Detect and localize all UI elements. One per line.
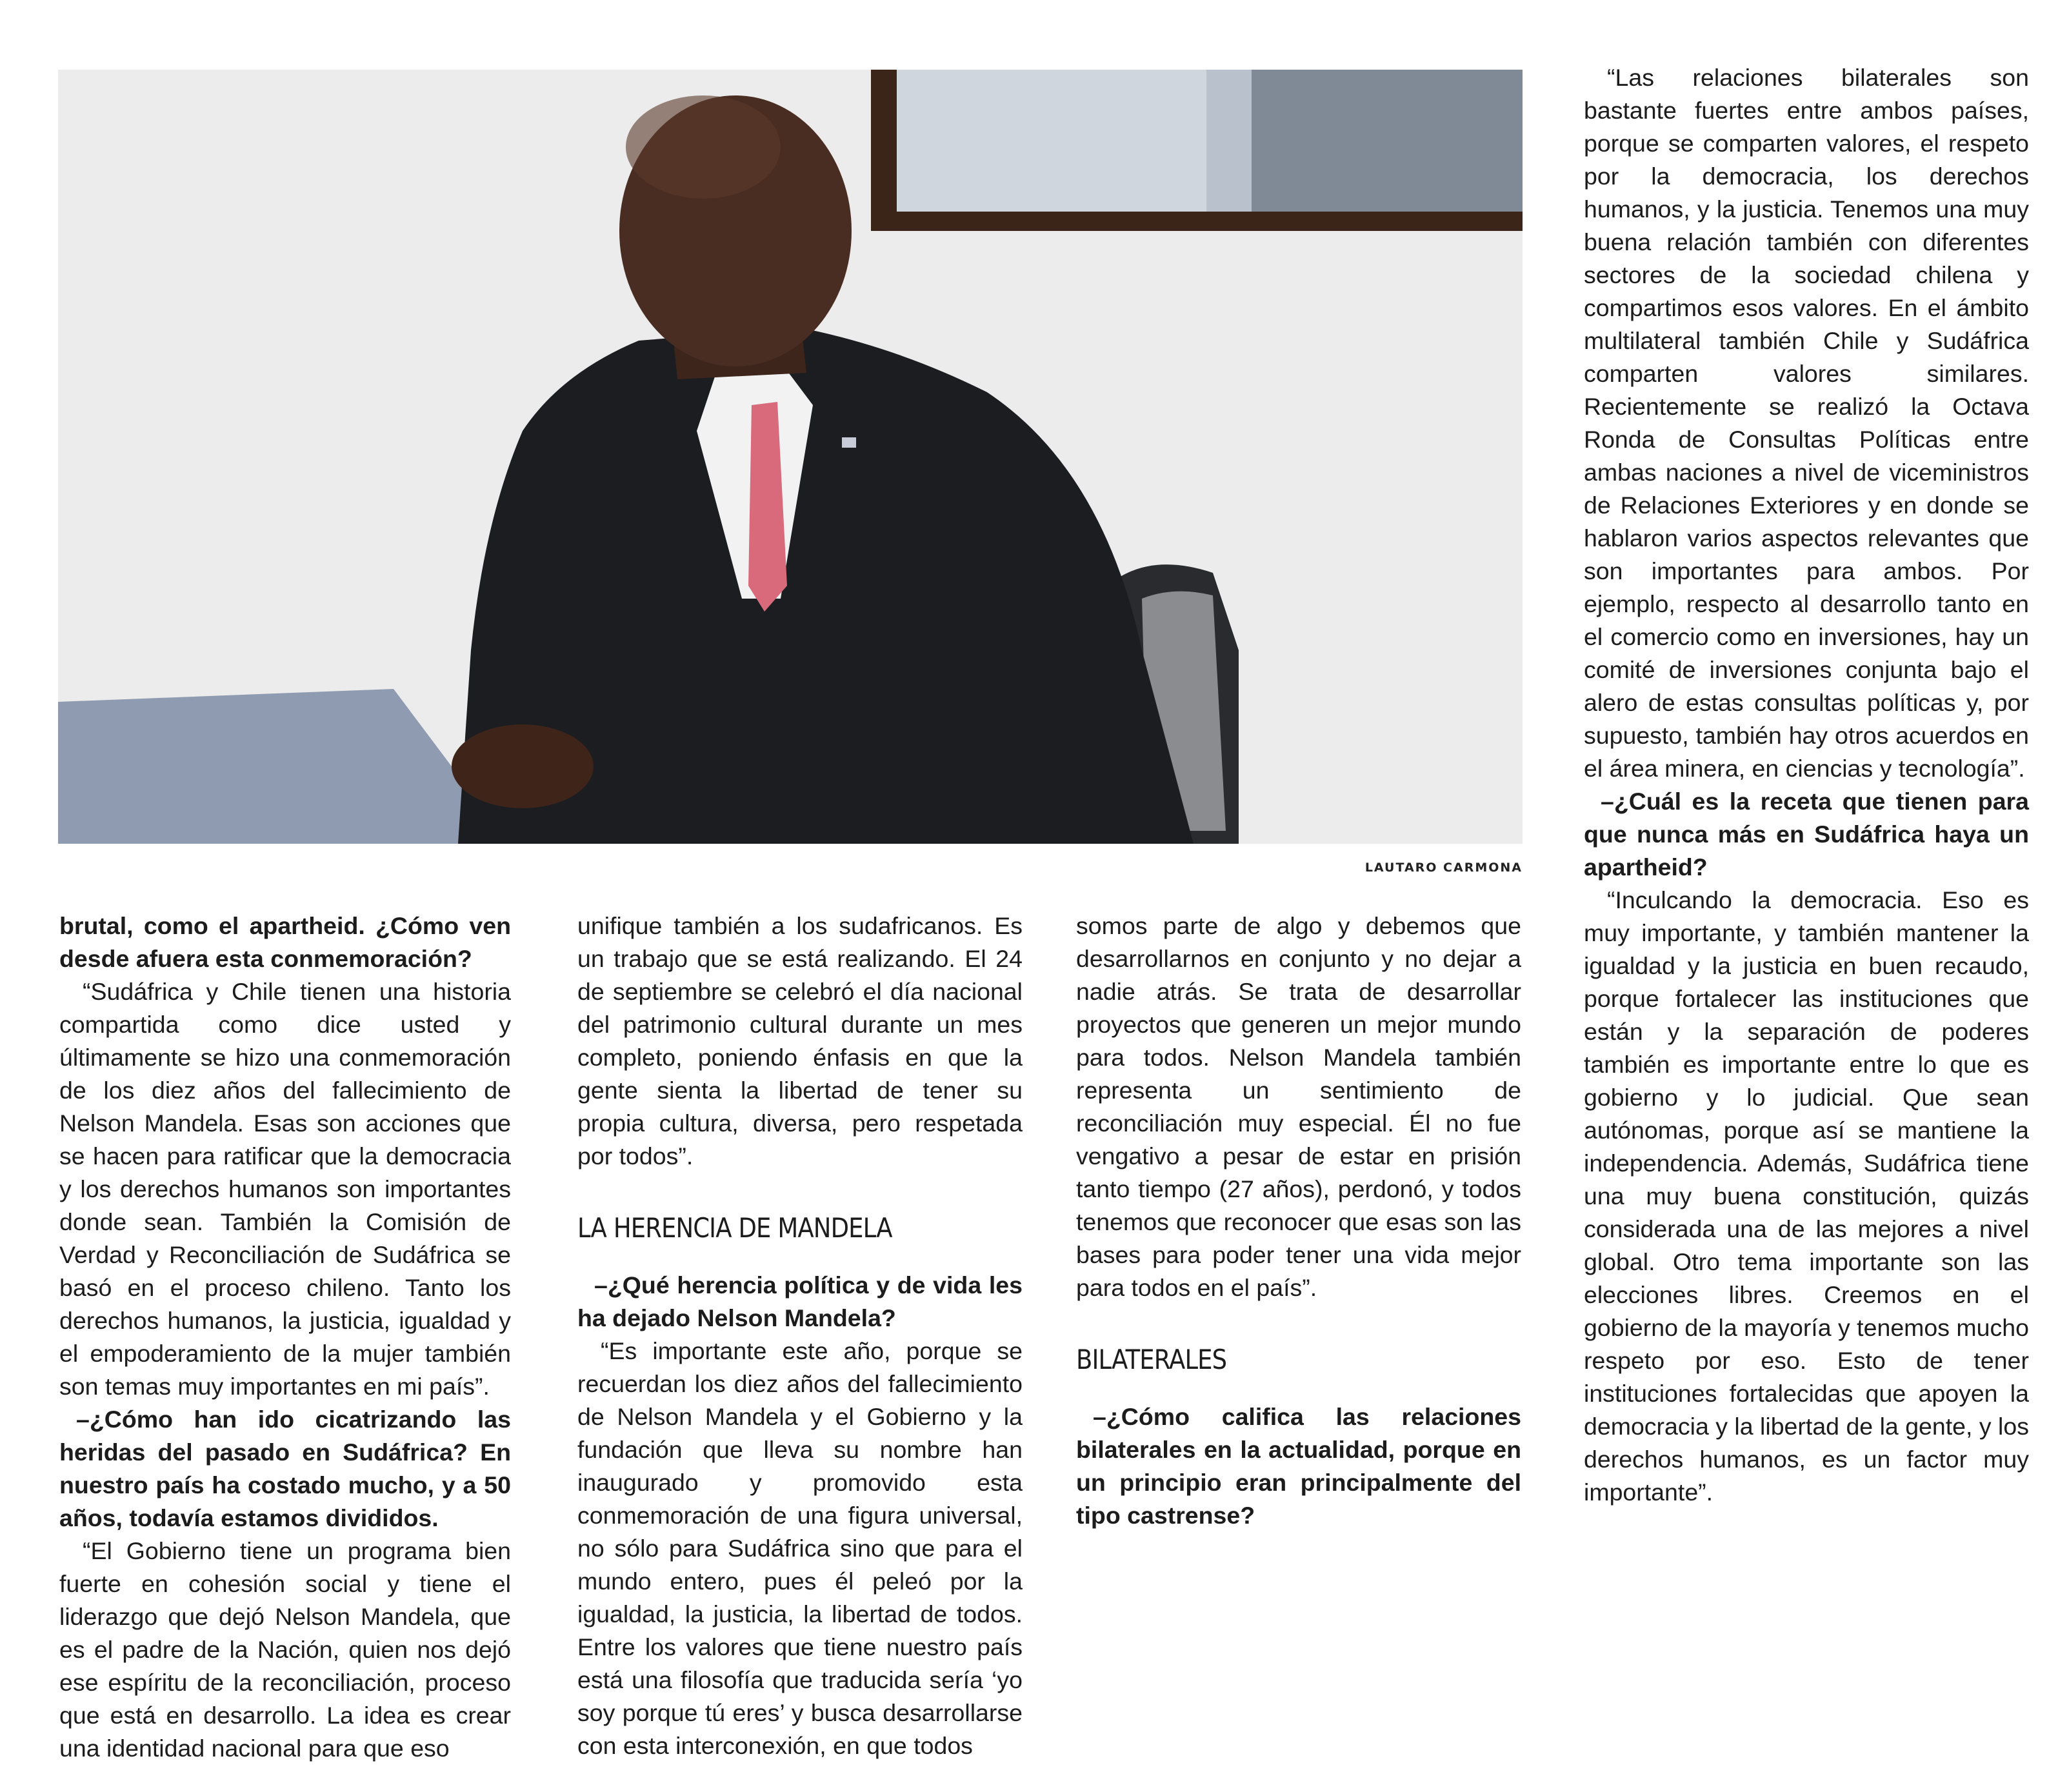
question: –¿Qué herencia política y de vida les ha dejado Nelson Mandela? <box>577 1271 1023 1331</box>
answer-paragraph: “Inculcando la democracia. Eso es muy importante, y también mantener la igualdad y la justicia en buen recaudo, porque fortalecer las instituciones que están y la separación de poderes también es importante entre lo que es gobierno y lo judicial. Que sean autónomas, porque así se mantiene la independencia. Además, Sudáfrica tiene una muy buena constitución, quizás considerada una de las mejores a nivel global. Otro tema importante son las elecciones libres. Creemos en el gobierno de la mayoría y tenemos mucho respeto por eso. Esto de tener instituciones fortalecidas que apoyen la democracia y la libertad de la gente, y los derechos humanos, es un factor muy importante”. <box>1584 886 2029 1506</box>
column-4 <box>1584 61 2029 1509</box>
answer-paragraph: “El Gobierno tiene un programa bien fuerte en cohesión social y tiene el liderazgo que dejó Nelson Mandela, que es el padre de la Nación, quien nos dejó ese espíritu de la reconciliación, proceso que está en desarrollo. La idea es crear una identidad nacional para que eso <box>59 1537 511 1762</box>
answer-paragraph: “Las relaciones bilaterales son bastante fuertes entre ambos países, porque se comparten valores, el respeto por la democracia, los derechos humanos, y la justicia. Tenemos una muy buena relación también con diferentes sectores de la sociedad chilena y compartimos esos valores. En el ámbito multilateral también Chile y Sudáfrica comparten valores similares. Recientemente se realizó la Octava Ronda de Consultas Políticas entre ambas naciones a nivel de viceministros de Relaciones Exteriores y en donde se hablaron varios aspectos relevantes que son importantes para ambos. Por ejemplo, respecto al desarrollo tanto en el comercio como en inversiones, hay un comité de inversiones conjunta bajo el alero de estas consultas políticas y, por supuesto, también hay otros acuerdos en el área minera, en ciencias y tecnología”. <box>1584 64 2029 782</box>
portrait-photo <box>58 70 1523 844</box>
lapel-pin <box>842 437 856 448</box>
column-1 <box>59 910 511 1765</box>
answer-paragraph: “Sudáfrica y Chile tienen una historia compartida como dice usted y últimamente se hizo una conmemoración de los diez años del fallecimiento de Nelson Mandela. Esas son acciones que se hacen para ratificar que la democracia y los derechos humanos son importantes donde sean. También la Comisión de Verdad y Reconciliación de Sudáfrica se basó en el proceso chileno. Tanto los derechos humanos, la justicia, igualdad y el empoderamiento de la mujer también son temas muy importantes en mi país”. <box>59 978 511 1400</box>
answer-paragraph-continued: somos parte de algo y debemos que desarrollarnos en conjunto y no dejar a nadie atrás. Se trata de desarrollar proyectos que generen un mejor mundo para todos. Nelson Mandela también representa un sentimiento de reconciliación muy especial. Él no fue vengativo a pesar de estar en prisión tanto tiempo (27 años), perdonó, y todos tenemos que reconocer que esas son las bases para poder tener una vida mejor para todos en el país”. <box>1076 912 1521 1301</box>
clasped-hands <box>452 724 594 808</box>
photo-credit: LAUTARO CARMONA <box>1364 861 1523 875</box>
question: –¿Cómo califica las relaciones bilaterales en la actualidad, porque en un principio eran principalmente del tipo castrense? <box>1076 1403 1521 1529</box>
column-2 <box>577 910 1023 1762</box>
question-continued: brutal, como el apartheid. ¿Cómo ven desde afuera esta conmemoración? <box>59 912 511 972</box>
column-3 <box>1076 910 1521 1532</box>
portrait-illustration <box>58 70 1523 844</box>
answer-paragraph-continued: unifique también a los sudafricanos. Es un trabajo que se está realizando. El 24 de septiembre se celebró el día nacional del patrimonio cultural durante un mes completo, poniendo énfasis en que la gente sienta la libertad de tener su propia cultura, diversa, pero respetada por todos”. <box>577 912 1023 1170</box>
question: –¿Cuál es la receta que tienen para que nunca más en Sudáfrica haya un apartheid? <box>1584 788 2029 881</box>
section-heading: BILATERALES <box>1076 1344 1227 1375</box>
answer-paragraph: “Es importante este año, porque se recuerdan los diez años del fallecimiento de Nelson Mandela y el Gobierno y la fundación que lleva su nombre han inaugurado y promovido esta conmemoración de una figura universal, no sólo para Sudáfrica sino que para el mundo entero, pues él peleó por la igualdad, la justicia, la libertad de todos. Entre los valores que tiene nuestro país está una filosofía que traducida sería ‘yo soy porque tú eres’ y busca desarrollarse con esta interconexión, en que todos <box>577 1337 1023 1759</box>
section-heading: LA HERENCIA DE MANDELA <box>577 1212 892 1244</box>
question: –¿Cómo han ido cicatrizando las heridas del pasado en Sudáfrica? En nuestro país ha costado mucho, y a 50 años, todavía estamos divididos. <box>59 1406 511 1531</box>
